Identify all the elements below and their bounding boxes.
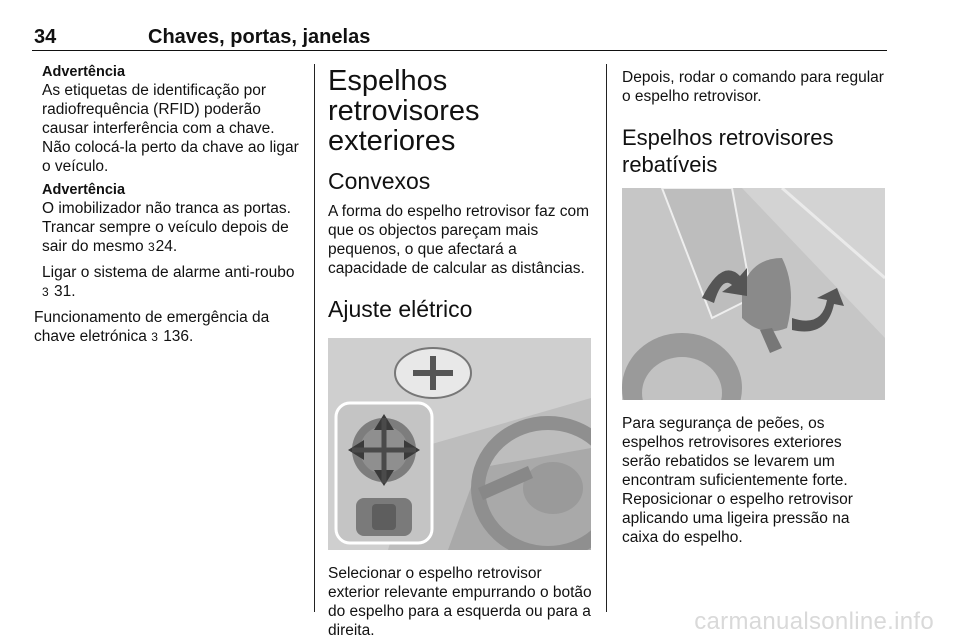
electric-text: Selecionar o espelho retrovisor exterior relevante empurrando o botão do espelho para a esquerda ou para a direita. bbox=[328, 565, 592, 639]
warning-box-rfid bbox=[34, 64, 306, 176]
page-ref-link[interactable]: 136. bbox=[163, 328, 194, 345]
warning-title: Advertência bbox=[42, 64, 126, 80]
warning-text: O imobilizador não tranca as portas. Trancar sempre o veículo depois de sair do mesmo 324. bbox=[42, 200, 291, 255]
column-3 bbox=[622, 68, 884, 547]
page-ref-arrow-icon: 3 bbox=[147, 240, 155, 254]
column-divider bbox=[314, 64, 315, 612]
section-title: Espelhos retrovisores exteriores bbox=[328, 65, 480, 157]
page-number: 34 bbox=[34, 26, 57, 48]
convex-text: A forma do espelho retrovisor faz com que os objectos pareçam mais pequenos, o que afectará a capacidade de calcular as distâncias. bbox=[328, 203, 590, 277]
folding-heading: Espelhos retrovisores rebatíveis bbox=[622, 125, 834, 177]
warning-box-immobilizer bbox=[34, 182, 306, 302]
column-2 bbox=[328, 66, 593, 640]
folding-mirror-illustration bbox=[622, 188, 885, 400]
column-1 bbox=[34, 64, 306, 347]
page-ref-link[interactable]: 31. bbox=[54, 283, 76, 300]
warning-text: As etiquetas de identificação por radiofrequência (RFID) poderão causar interferência com a chave. Não colocá-la perto da chave ao ligar o veículo. bbox=[42, 82, 299, 175]
mirror-switch-image bbox=[328, 338, 591, 550]
page-header bbox=[32, 24, 887, 51]
chapter-title: Chaves, portas, janelas bbox=[148, 26, 371, 48]
folding-mirror-image bbox=[622, 188, 885, 400]
column-divider bbox=[606, 64, 607, 612]
alarm-text: Ligar o sistema de alarme anti-roubo 3 31. bbox=[42, 264, 295, 300]
emergency-text: Funcionamento de emergência da chave eletrónica 3 136. bbox=[34, 309, 270, 345]
convex-heading: Convexos bbox=[328, 168, 431, 194]
page-ref-arrow-icon: 3 bbox=[151, 330, 158, 344]
watermark-footer: carmanualsonline.info bbox=[694, 608, 934, 635]
intro-text: Depois, rodar o comando para regular o espelho retrovisor. bbox=[622, 69, 884, 105]
page-ref-link[interactable]: 24. bbox=[155, 238, 178, 255]
page-ref-arrow-icon: 3 bbox=[42, 285, 49, 299]
warning-title: Advertência bbox=[42, 182, 126, 198]
electric-heading: Ajuste elétrico bbox=[328, 296, 473, 322]
mirror-switch-illustration bbox=[328, 338, 591, 550]
folding-text: Para segurança de peões, os espelhos retrovisores exteriores serão rebatidos se levarem um encontram suficientemente forte. Reposicionar o espelho retrovisor aplicando uma ligeira pressão na caixa do espelho. bbox=[622, 415, 853, 546]
